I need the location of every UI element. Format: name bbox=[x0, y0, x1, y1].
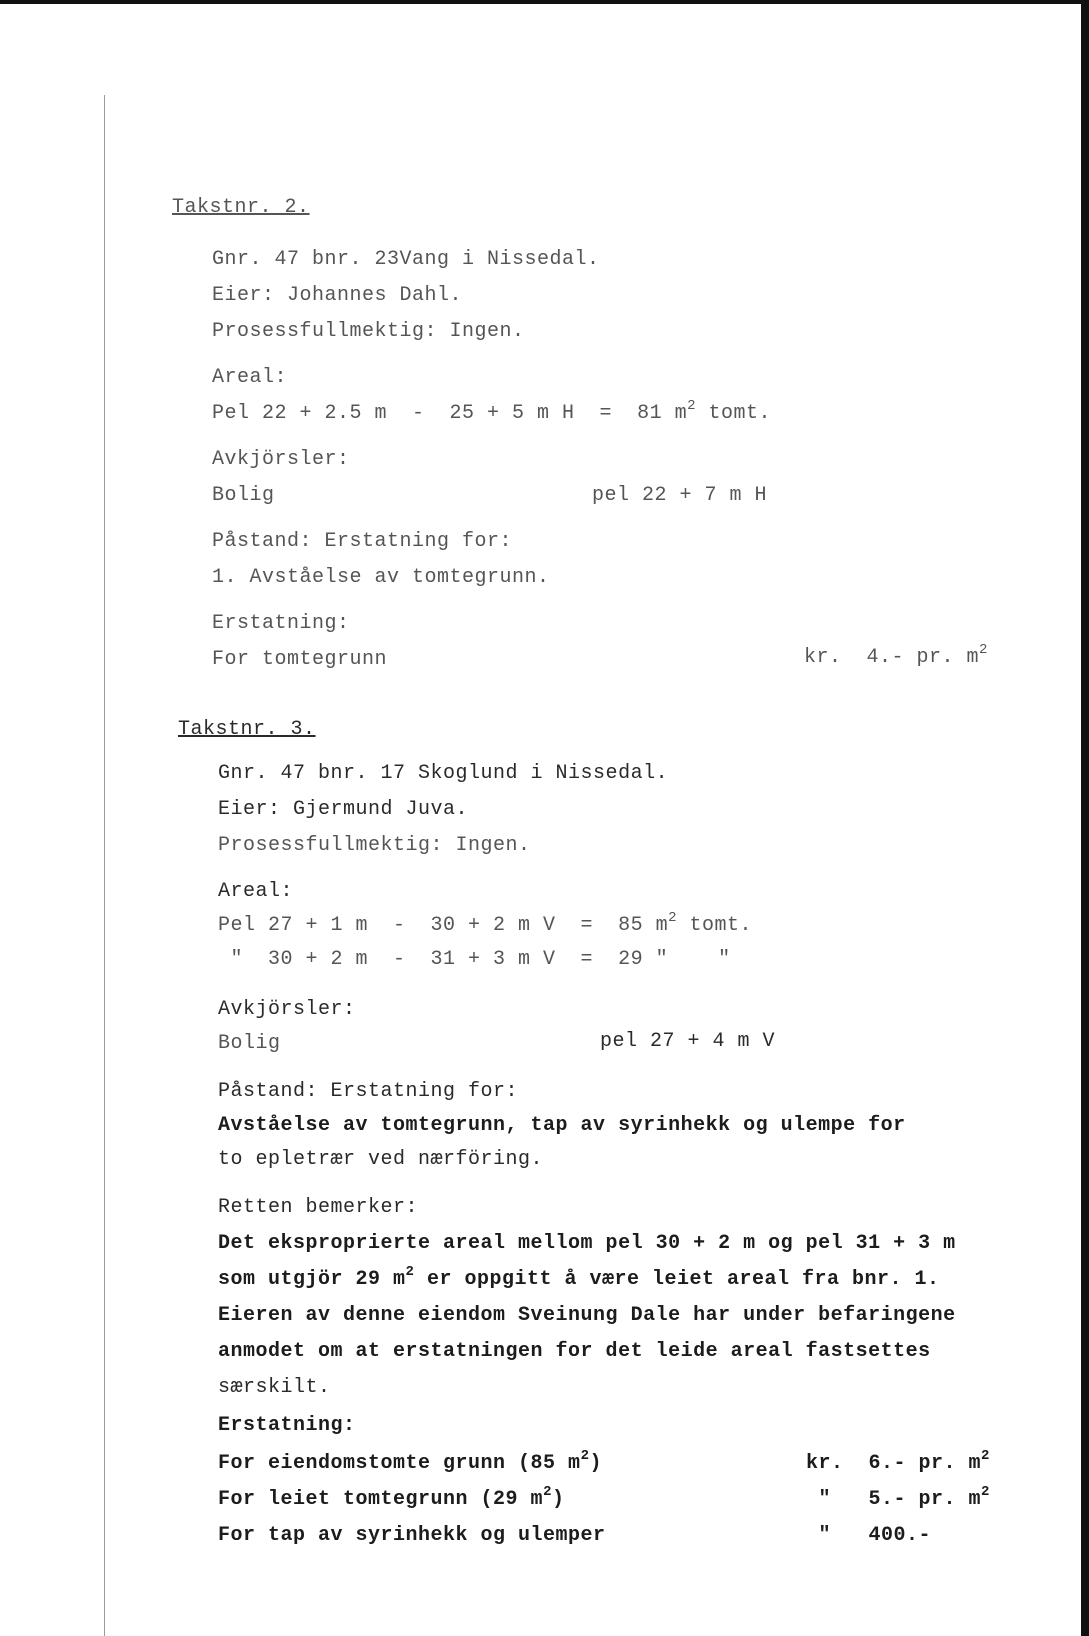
takst3-retten-line4: anmodet om at erstatningen for det leide areal fastsettes bbox=[218, 1340, 931, 1363]
takst3-eier: Eier: Gjermund Juva. bbox=[218, 798, 469, 821]
takst3-pastand-line1: Avståelse av tomtegrunn, tap av syrinhekk og ulempe for bbox=[218, 1114, 906, 1137]
takst3-avk-item: Bolig bbox=[218, 1032, 281, 1055]
takst2-areal-line: Pel 22 + 2.5 m - 25 + 5 m H = 81 $m^2$ tomt. bbox=[212, 398, 771, 425]
takst2-avk-value: pel 22 + 7 m H bbox=[592, 484, 768, 507]
margin-line bbox=[104, 95, 105, 1636]
takst2-eier: Eier: Johannes Dahl. bbox=[212, 284, 463, 307]
scan-border-right bbox=[1081, 0, 1089, 1636]
takst3-heading: Takstnr. 3. bbox=[178, 718, 316, 741]
takst3-areal-label: Areal: bbox=[218, 880, 294, 903]
takst3-gnr: Gnr. 47 bnr. 17 Skoglund i Nissedal. bbox=[218, 762, 669, 785]
takst3-areal-line1: Pel 27 + 1 m - 30 + 2 m V = 85 $m^2$ tomt. bbox=[218, 910, 752, 937]
takst2-heading: Takstnr. 2. bbox=[172, 196, 310, 219]
takst2-avk-label: Avkjörsler: bbox=[212, 448, 350, 471]
takst3-pastand: Påstand: Erstatning for: bbox=[218, 1080, 519, 1103]
takst3-prosess: Prosessfullmektig: Ingen. bbox=[218, 834, 531, 857]
takst2-prosess: Prosessfullmektig: Ingen. bbox=[212, 320, 525, 343]
takst3-avk-value: pel 27 + 4 m V bbox=[600, 1030, 776, 1053]
takst2-avk-item: Bolig bbox=[212, 484, 275, 507]
scan-border-top bbox=[0, 0, 1089, 4]
takst3-retten-label: Retten bemerker: bbox=[218, 1196, 419, 1219]
takst3-retten-line2: som utgjör 29 $m^2$ er oppgitt å være leiet areal fra bnr. 1. bbox=[218, 1264, 940, 1291]
takst3-retten-line1: Det eksproprierte areal mellom pel 30 + 2 m og pel 31 + 3 m bbox=[218, 1232, 956, 1255]
takst2-erst-value: kr. 4.- pr. $m^2$ bbox=[804, 642, 988, 669]
takst3-erst-row-2-value: " 5.- pr. $m^2$ bbox=[806, 1484, 990, 1511]
takst2-erst-item: For tomtegrunn bbox=[212, 648, 388, 671]
takst3-retten-line3: Eieren av denne eiendom Sveinung Dale har under befaringene bbox=[218, 1304, 956, 1327]
takst3-erst-row-1-item: For eiendomstomte grunn (85 $m^2$) bbox=[218, 1448, 602, 1475]
takst2-areal-label: Areal: bbox=[212, 366, 288, 389]
takst2-pastand: Påstand: Erstatning for: bbox=[212, 530, 513, 553]
takst3-erst-label: Erstatning: bbox=[218, 1414, 356, 1437]
takst3-areal-line2: " 30 + 2 m - 31 + 3 m V = 29 " " bbox=[218, 948, 731, 971]
takst2-pastand-item: 1. Avståelse av tomtegrunn. bbox=[212, 566, 550, 589]
takst3-avk-label: Avkjörsler: bbox=[218, 998, 356, 1021]
takst2-erst-label: Erstatning: bbox=[212, 612, 350, 635]
takst3-erst-row-3-value: " 400.- bbox=[806, 1524, 932, 1547]
takst3-pastand-line2: to epletrær ved nærföring. bbox=[218, 1148, 544, 1171]
takst3-erst-row-1-value: kr. 6.- pr. $m^2$ bbox=[806, 1448, 990, 1475]
takst3-erst-row-3-item: For tap av syrinhekk og ulemper bbox=[218, 1524, 606, 1547]
takst2-gnr: Gnr. 47 bnr. 23Vang i Nissedal. bbox=[212, 248, 600, 271]
takst3-erst-row-2-item: For leiet tomtegrunn (29 $m^2$) bbox=[218, 1484, 565, 1511]
takst3-retten-line5: særskilt. bbox=[218, 1376, 331, 1399]
